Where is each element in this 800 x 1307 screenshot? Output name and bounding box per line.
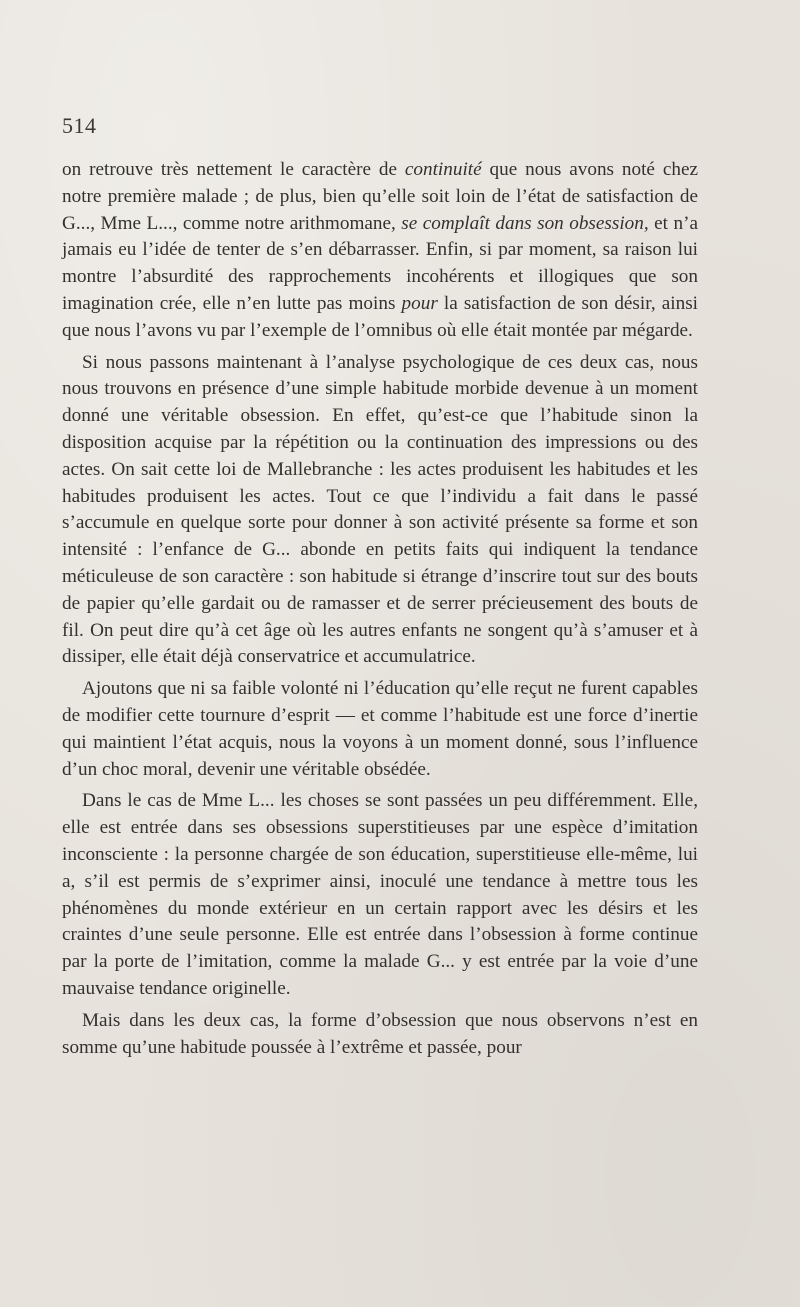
text-run: Mais dans les deux cas, la forme d’obsession que nous observons n’est en somme qu’une habitude poussée à l’extrême et passée, pour	[62, 1009, 698, 1058]
italic-text: se complaît dans son obsession,	[401, 212, 649, 234]
italic-text: continuité	[404, 159, 482, 180]
text-run: Ajoutons que ni sa faible volonté ni l’éducation qu’elle reçut ne furent capables de modifier cette tournure d’esprit — et comme l’habitude est une force d’inertie qui maintient l’état acquis, nous la voyons à un moment donné, sous l’influence d’un choc moral, devenir une véritable obsédée.	[62, 678, 698, 780]
text-run: que nous avons noté chez notre première malade ; de plus, bien qu’elle soit loin de l’état de satisfaction de G..., Mme L..., comme notre arithmomane,	[62, 159, 698, 234]
text-run: et n’a jamais eu l’idée de tenter de s’en débarrasser. Enfin, si par moment, sa raison lui montre l’absurdité des rapprochements incohérents et illogiques que son imagination crée, elle n’en lutte pas moins	[62, 212, 698, 314]
paragraph	[62, 676, 698, 783]
text-run: on retrouve très nettement le caractère de	[62, 159, 405, 180]
page-number: 514	[62, 113, 97, 138]
text-run: Si nous passons maintenant à l’analyse psychologique de ces deux cas, nous nous trouvons en présence d’une simple habitude morbide devenue à un moment donné une véritable obsession. En effet, qu’est-ce que l’habitude sinon la disposition acquise par la répétition ou la continuation des impressions ou des actes. On sait cette loi de Mallebranche : les actes produisent les habitudes et les habitudes produisent les actes. Tout ce que l’individu a fait dans le passé s’accumule en quelque sorte pour donner à son activité présente sa forme et son intensité : l’enfance de G... abonde en petits faits qui indiquent la tendance méticuleuse de son caractère : son habitude si étrange d’inscrire tout sur des bouts de papier qu’elle gardait ou de ramasser et de serrer précieusement des bouts de fil. On peut dire qu’à cet âge où les autres enfants ne songent qu’à s’amuser et à dissiper, elle était déjà conservatrice et accumulatrice.	[62, 351, 698, 668]
paragraph	[62, 788, 698, 1002]
text-run: Dans le cas de Mme L... les choses se sont passées un peu différemment. Elle, elle est entrée dans ses obsessions superstitieuses par une espèce d’imitation inconsciente : la personne chargée de son éducation, superstitieuse elle-même, lui a, s’il est permis de s’exprimer ainsi, inoculé une tendance à mettre tous les phénomènes du monde extérieur en un certain rapport avec les désirs et les craintes d’une seule personne. Elle est entrée dans l’obsession à forme continue par la porte de l’imitation, comme la malade G... y est entrée par la voie d’une mauvaise tendance originelle.	[62, 790, 698, 999]
text-run: la satisfaction de son désir, ainsi que nous l’avons vu par l’exemple de l’omnibus où elle était montée par mégarde.	[62, 292, 698, 341]
paragraph	[62, 1008, 698, 1062]
paragraph	[62, 350, 698, 672]
body-text	[62, 157, 698, 1061]
paragraph	[62, 157, 698, 345]
italic-text: pour	[401, 292, 438, 314]
